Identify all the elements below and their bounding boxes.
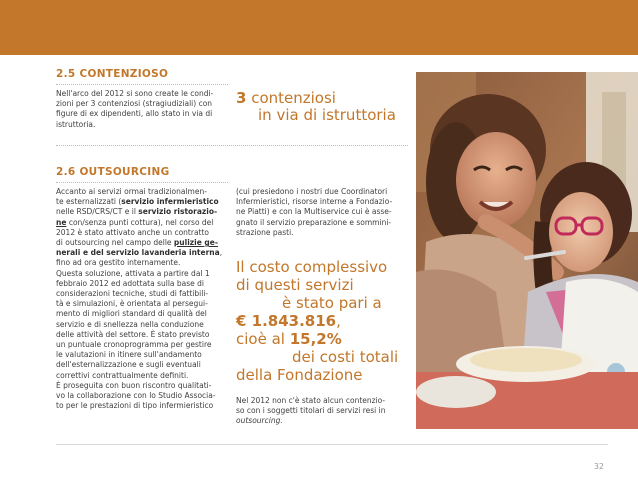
outsourcing-body-col2 [236, 187, 404, 238]
contenzioso-body [56, 89, 228, 130]
text-run: 2012 è stato attivato anche un contratto [56, 227, 210, 237]
text-line [56, 269, 228, 279]
text-line: Nell'arco del 2012 si sono create le condi- [56, 89, 214, 98]
bold-text-run: servizio ristorazio- [138, 207, 218, 217]
text-line [56, 381, 228, 391]
text-line [56, 187, 228, 197]
text-run: Questa soluzione, attivata a partire dal 1 [56, 268, 210, 278]
bold-text-run: nerali e del servizio lavanderia interna [56, 248, 220, 258]
text-line [56, 218, 228, 228]
text-line: istruttoria. [56, 119, 96, 129]
text-run: servizio e di snellezza nella conduzione [56, 319, 204, 329]
text-line: Nel 2012 non c'è stato alcun contenzio- [236, 396, 386, 405]
text-line: ne Piatti) e con la Multiservice cui è asse- [236, 207, 392, 217]
text-run: dell'esternalizzazione e sugli eventuali [56, 360, 201, 370]
text-run: te esternalizzati ( [56, 197, 122, 207]
text-line: so con i soggetti titolari di servizi resi in [236, 406, 386, 416]
contenziosi-callout [236, 90, 406, 124]
text-run: mento di migliori standard di qualità del [56, 309, 207, 319]
text-line [56, 330, 228, 340]
section-divider [56, 145, 408, 146]
callout-number: 3 [236, 89, 247, 107]
text-run: , [219, 248, 223, 258]
callout-line: Il costo complessivo [236, 258, 388, 276]
callout-line: di questi servizi [236, 276, 354, 294]
text-line [56, 401, 228, 411]
cost-amount: € 1.843.816 [236, 312, 337, 330]
text-line [56, 391, 228, 401]
text-run: to per le prestazioni di tipo infermieristico [56, 401, 214, 411]
cost-percentage: 15,2% [289, 330, 342, 348]
bold-text-run: pulizie ge- [173, 238, 218, 248]
text-line [56, 309, 228, 319]
bold-text-run: ne [56, 217, 67, 227]
text-line: figure di ex dipendenti, allo stato in via di [56, 109, 213, 119]
text-line [56, 350, 228, 360]
footer-rule [56, 444, 608, 445]
text-line: outsourcing. [236, 416, 283, 426]
section-divider [56, 182, 228, 183]
text-line [56, 248, 228, 258]
text-line [56, 320, 228, 330]
text-run: Accanto ai servizi ormai tradizionalmen- [56, 187, 207, 196]
text-line: zioni per 3 contenziosi (stragiudiziali) con [56, 99, 213, 109]
text-line: strazione pasti. [236, 227, 294, 237]
text-run: correttivi contrattualmente definiti. [56, 370, 189, 380]
text-run: delle attività del settore. È stato previsto [56, 329, 210, 339]
page-number: 32 [593, 462, 604, 471]
text-run: tà e simulazioni, è orientata al persegui- [56, 299, 208, 309]
text-run: di outsourcing nel campo delle [56, 238, 174, 248]
section-heading-outsourcing: 2.6 OUTSOURCING [56, 166, 170, 178]
section-divider [56, 84, 228, 85]
text-line: (cui presiedono i nostri due Coordinatori [236, 187, 388, 196]
callout-line [236, 330, 406, 348]
header-bar [0, 0, 638, 55]
text-line [56, 197, 228, 207]
callout-line: dei costi totali [292, 348, 399, 366]
text-line [56, 299, 228, 309]
callout-text: cioè al [236, 330, 290, 348]
bold-text-run: servizio infermieristico [121, 197, 219, 207]
text-run: febbraio 2012 ed adottata sulla base di [56, 278, 205, 288]
text-line [56, 360, 228, 370]
text-line [56, 238, 228, 248]
text-line [56, 371, 228, 381]
text-run: nelle RSD/CRS/CT e il [56, 207, 139, 217]
callout-punct: , [336, 312, 341, 330]
text-line [56, 289, 228, 299]
callout-line [236, 312, 406, 330]
closing-paragraph [236, 396, 404, 427]
text-line [56, 207, 228, 217]
cost-callout [236, 258, 406, 384]
callout-line: è stato pari a [282, 294, 382, 312]
text-run: fino ad ora gestito internamente. [56, 258, 181, 268]
text-run: vo la collaborazione con lo Studio Associa- [56, 391, 216, 401]
text-run: le valutazioni in itinere sull'andamento [56, 350, 202, 360]
text-line [56, 340, 228, 350]
photo-caregiver-feeding-child-icon [416, 72, 638, 429]
callout-text-line2: in via di istruttoria [258, 106, 396, 124]
callout-line: della Fondazione [236, 366, 363, 384]
text-line [56, 279, 228, 289]
text-run: È proseguita con buon riscontro qualitati- [56, 380, 212, 390]
text-run: con/senza punti cottura), nel corso del [66, 217, 214, 227]
outsourcing-body-col1 [56, 187, 228, 411]
text-run: un puntuale cronoprogramma per gestire [56, 340, 212, 350]
callout-text: contenziosi [251, 89, 336, 107]
section-heading-contenzioso: 2.5 CONTENZIOSO [56, 68, 169, 80]
text-line: Infermieristici, risorse interne a Fondazio- [236, 197, 393, 207]
text-run: considerazioni tecniche, studi di fattibili- [56, 289, 209, 299]
text-line: gnato il servizio preparazione e sommini- [236, 217, 392, 227]
text-line [56, 258, 228, 268]
text-line [56, 228, 228, 238]
